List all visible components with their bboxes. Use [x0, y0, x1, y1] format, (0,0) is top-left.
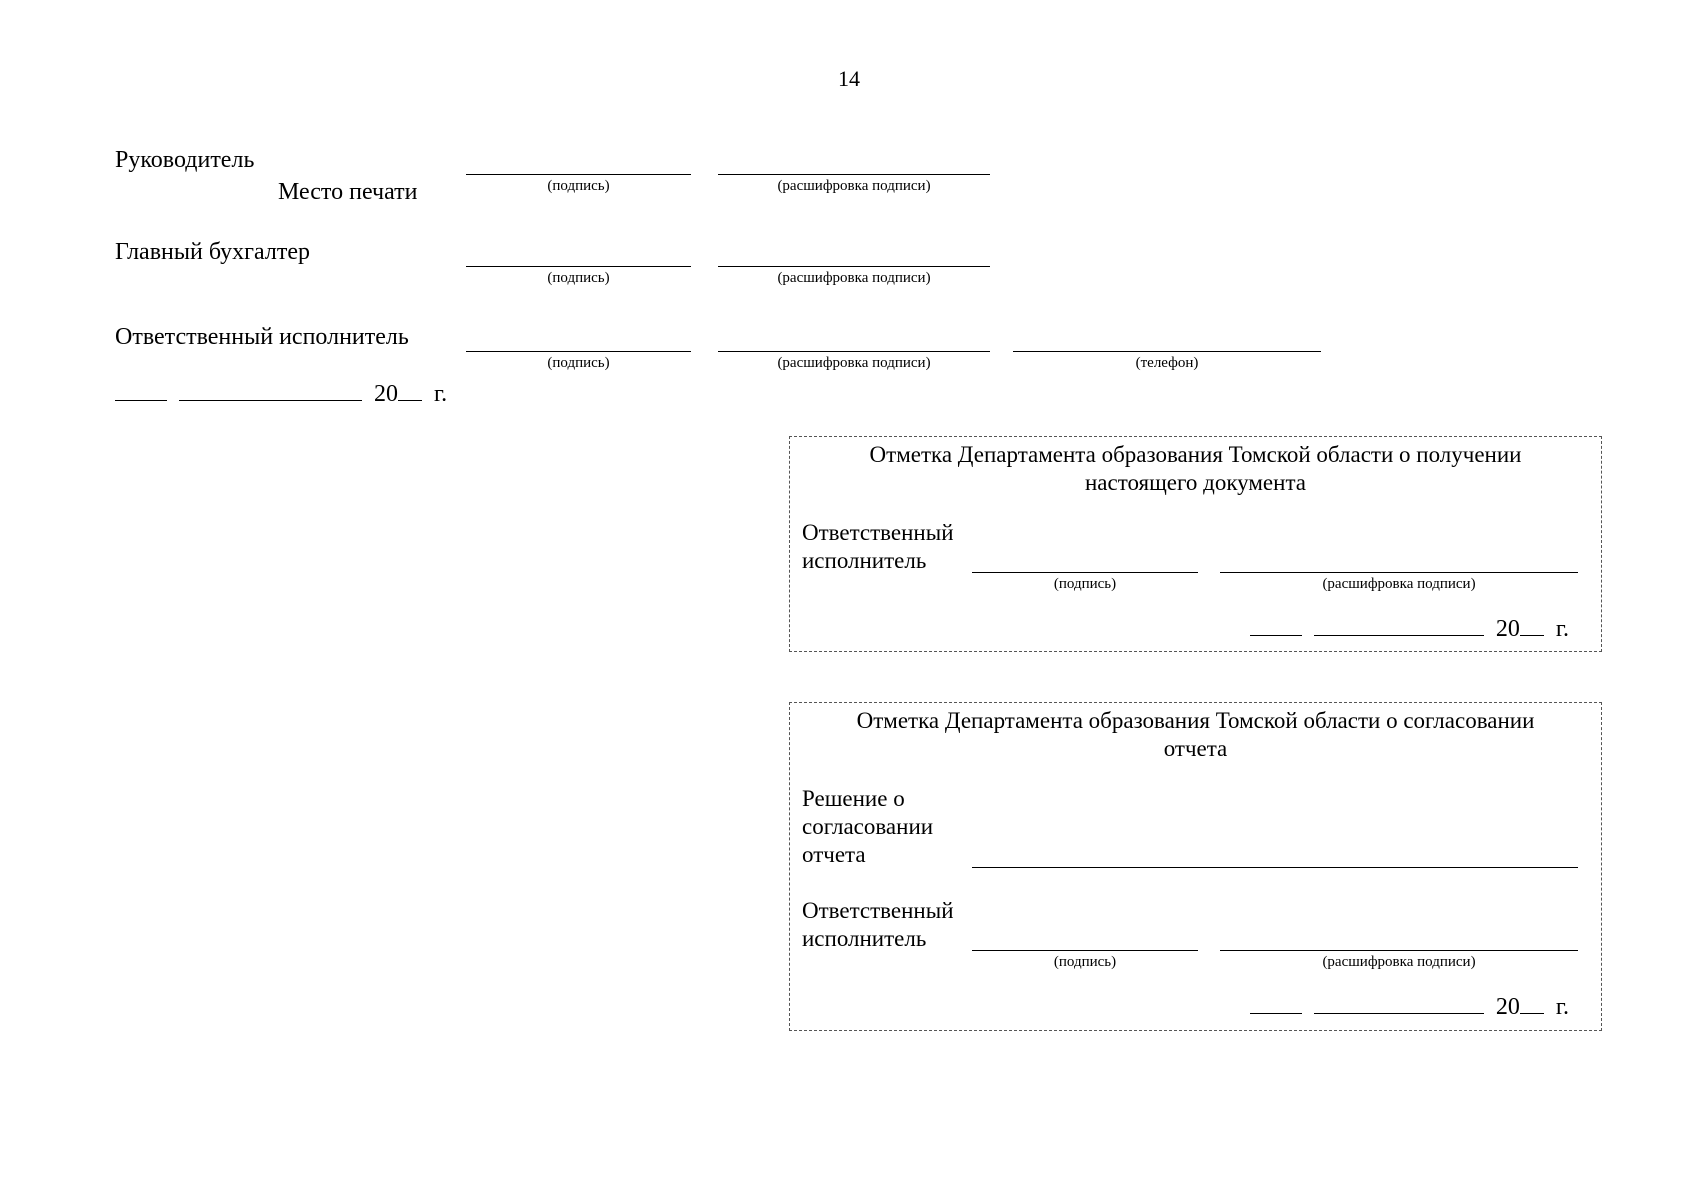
approval-decoding-line[interactable] — [1220, 950, 1578, 951]
receipt-mark-box — [789, 436, 1602, 652]
approval-mark-box — [789, 702, 1602, 1031]
approval-year-prefix: 20 — [1495, 994, 1520, 1020]
receipt-date[interactable] — [1250, 615, 1569, 643]
stamp-place-label: Место печати — [278, 179, 418, 205]
approval-decision-label-line2: согласовании — [802, 814, 934, 839]
accountant-decoding-caption: (расшифровка подписи) — [777, 270, 931, 286]
executor-phone-line[interactable] — [1013, 351, 1321, 352]
receipt-executor-label-line1: Ответственный — [802, 520, 954, 545]
executor-decoding-line[interactable] — [718, 351, 990, 352]
receipt-year-prefix: 20 — [1495, 616, 1520, 642]
approval-decision-label-line1: Решение о — [802, 786, 905, 811]
approval-year-blank[interactable] — [1520, 993, 1544, 1014]
approval-decision-label-line3: отчета — [802, 842, 866, 867]
approval-day-blank[interactable] — [1250, 993, 1302, 1014]
year-blank[interactable] — [398, 380, 422, 401]
year-prefix: 20 — [374, 381, 398, 407]
executor-label: Ответственный исполнитель — [115, 324, 409, 350]
head-decoding-line[interactable] — [718, 174, 990, 175]
head-signature-caption: (подпись) — [547, 178, 610, 194]
approval-executor-label-line2: исполнитель — [802, 926, 927, 951]
executor-decoding-caption: (расшифровка подписи) — [777, 355, 931, 371]
executor-signature-caption: (подпись) — [547, 355, 610, 371]
head-label: Руководитель — [115, 147, 255, 173]
month-blank[interactable] — [179, 380, 362, 401]
executor-phone-caption: (телефон) — [1135, 355, 1199, 371]
approval-signature-line[interactable] — [972, 950, 1198, 951]
receipt-day-blank[interactable] — [1250, 615, 1302, 636]
head-decoding-caption: (расшифровка подписи) — [777, 178, 931, 194]
receipt-decoding-caption: (расшифровка подписи) — [1322, 576, 1476, 592]
receipt-month-blank[interactable] — [1314, 615, 1484, 636]
chief-accountant-label: Главный бухгалтер — [115, 239, 310, 265]
approval-signature-caption: (подпись) — [1053, 954, 1117, 970]
receipt-year-blank[interactable] — [1520, 615, 1544, 636]
approval-decoding-caption: (расшифровка подписи) — [1322, 954, 1476, 970]
page-number: 14 — [838, 66, 860, 91]
approval-year-suffix: г. — [1555, 994, 1569, 1020]
approval-month-blank[interactable] — [1314, 993, 1484, 1014]
day-blank[interactable] — [115, 380, 167, 401]
accountant-signature-line[interactable] — [466, 266, 691, 267]
report-date[interactable] — [115, 380, 447, 408]
executor-signature-line[interactable] — [466, 351, 691, 352]
receipt-signature-line[interactable] — [972, 572, 1198, 573]
receipt-executor-label-line2: исполнитель — [802, 548, 927, 573]
receipt-decoding-line[interactable] — [1220, 572, 1578, 573]
receipt-year-suffix: г. — [1555, 616, 1569, 642]
approval-box-title: Отметка Департамента образования Томской области о согласовании отчета — [856, 708, 1535, 761]
accountant-signature-caption: (подпись) — [547, 270, 610, 286]
head-signature-line[interactable] — [466, 174, 691, 175]
receipt-signature-caption: (подпись) — [1053, 576, 1117, 592]
approval-date[interactable] — [1250, 993, 1569, 1021]
approval-decision-line[interactable] — [972, 867, 1578, 868]
approval-executor-label-line1: Ответственный — [802, 898, 954, 923]
receipt-box-title: Отметка Департамента образования Томской области о получении настоящего документа — [869, 442, 1522, 495]
accountant-decoding-line[interactable] — [718, 266, 990, 267]
year-suffix: г. — [434, 381, 448, 407]
